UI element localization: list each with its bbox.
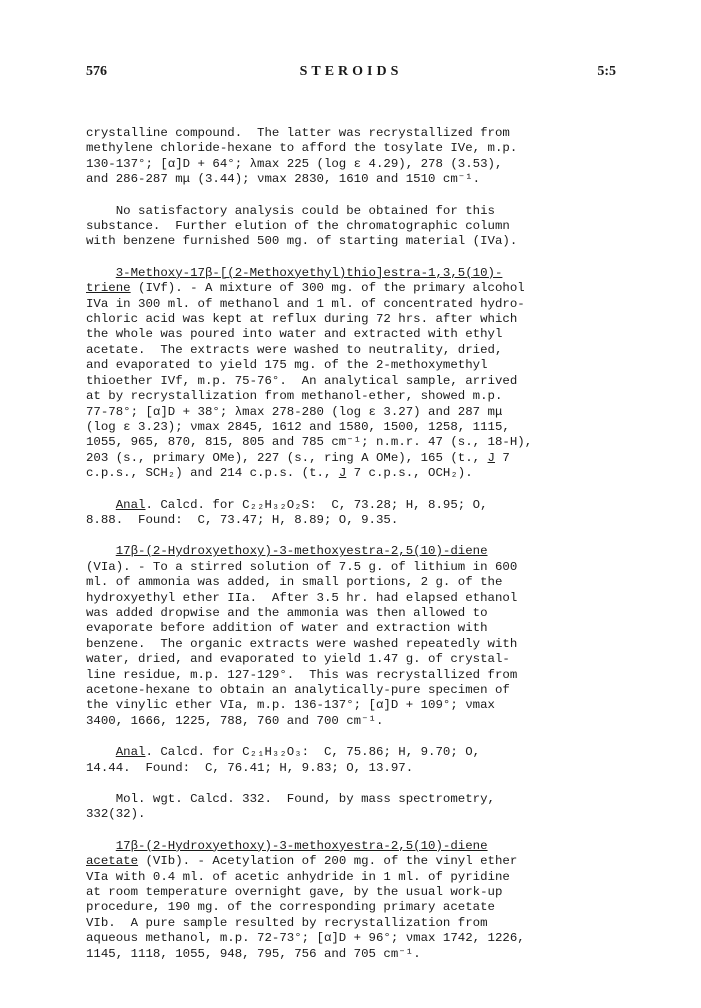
text-line bbox=[86, 683, 616, 698]
text-line bbox=[86, 172, 616, 187]
text-segment: with benzene furnished 500 mg. of starting material (IVa). bbox=[86, 234, 518, 249]
text-line bbox=[86, 266, 616, 281]
text-line bbox=[86, 761, 616, 776]
text-segment: (VIb). - Acetylation of 200 mg. of the vinyl ether bbox=[138, 854, 518, 869]
text-line bbox=[86, 343, 616, 358]
text-segment: and 286-287 mμ (3.44); νmax 2830, 1610 and 1510 cm⁻¹. bbox=[86, 172, 481, 187]
text-segment: procedure, 190 mg. of the corresponding primary acetate bbox=[86, 900, 495, 915]
text-line bbox=[86, 435, 616, 450]
text-line bbox=[86, 807, 616, 822]
text-segment: thioether IVf, m.p. 75-76°. An analytical sample, arrived bbox=[86, 373, 518, 388]
underlined-text: acetate bbox=[86, 854, 139, 869]
text-line bbox=[86, 358, 616, 373]
text-line bbox=[86, 219, 616, 234]
text-line bbox=[86, 405, 616, 420]
text-segment: 203 (s., primary OMe), 227 (s., ring A OMe), 165 (t., bbox=[86, 450, 488, 465]
paragraph bbox=[86, 839, 616, 962]
text-segment: (IVf). - A mixture of 300 mg. of the primary alcohol bbox=[130, 281, 525, 296]
underlined-text: 17β-(2-Hydroxyethoxy)-3-methoxyestra-2,5(10)-diene bbox=[115, 838, 488, 853]
text-line bbox=[86, 854, 616, 869]
text-segment: . Calcd. for C₂₁H₃₂O₃: C, 75.86; H, 9.70; O, bbox=[145, 745, 481, 760]
text-segment: VIb. A pure sample resulted by recrystallization from bbox=[86, 915, 488, 930]
underlined-text: Anal bbox=[115, 497, 146, 512]
text-line bbox=[86, 900, 616, 915]
text-line bbox=[86, 870, 616, 885]
text-line bbox=[86, 389, 616, 404]
text-segment: at room temperature overnight gave, by the usual work-up bbox=[86, 885, 503, 900]
text-line bbox=[86, 204, 616, 219]
underlined-text: J bbox=[487, 450, 495, 465]
text-segment: water, dried, and evaporated to yield 1.47 g. of crystal- bbox=[86, 652, 510, 667]
text-segment bbox=[86, 498, 116, 512]
underlined-text: J bbox=[338, 466, 347, 481]
text-line bbox=[86, 513, 616, 528]
text-segment: . Calcd. for C₂₂H₃₂O₂S: C, 73.28; H, 8.95; O, bbox=[145, 497, 488, 512]
text-segment: 332(32). bbox=[86, 807, 146, 822]
text-segment: ml. of ammonia was added, in small portions, 2 g. of the bbox=[86, 575, 503, 590]
text-segment: methylene chloride-hexane to afford the tosylate IVe, m.p. bbox=[86, 141, 518, 156]
paragraph bbox=[86, 544, 616, 729]
text-segment bbox=[86, 839, 116, 853]
text-line bbox=[86, 591, 616, 606]
text-line bbox=[86, 916, 616, 931]
text-segment: No satisfactory analysis could be obtained for this bbox=[86, 203, 495, 218]
text-line bbox=[86, 126, 616, 141]
text-segment: (VIa). - To a stirred solution of 7.5 g. of lithium in 600 bbox=[86, 559, 518, 574]
text-segment: (log ε 3.23); νmax 2845, 1612 and 1580, 1500, 1258, 1115, bbox=[86, 419, 510, 434]
text-line bbox=[86, 281, 616, 296]
underlined-text: triene bbox=[86, 281, 131, 296]
text-segment: at by recrystallization from methanol-ether, showed m.p. bbox=[86, 389, 503, 404]
journal-title: STEROIDS bbox=[299, 64, 403, 79]
text-segment: Mol. wgt. Calcd. 332. Found, by mass spectrometry, bbox=[86, 792, 495, 807]
text-segment bbox=[86, 745, 116, 759]
text-segment: crystalline compound. The latter was recrystallized from bbox=[86, 126, 510, 140]
underlined-text: Anal bbox=[115, 745, 146, 760]
text-segment: chloric acid was kept at reflux during 72 hrs. after which bbox=[86, 312, 518, 327]
text-segment: 1145, 1118, 1055, 948, 795, 756 and 705 cm⁻¹. bbox=[86, 946, 421, 961]
text-segment: 130-137°; [α]D + 64°; λmax 225 (log ε 4.29), 278 (3.53), bbox=[86, 156, 503, 171]
text-segment: 7 bbox=[494, 450, 510, 465]
article-body bbox=[86, 126, 616, 978]
text-line bbox=[86, 745, 616, 760]
text-line bbox=[86, 947, 616, 962]
text-line bbox=[86, 141, 616, 156]
text-line bbox=[86, 420, 616, 435]
text-segment: acetone-hexane to obtain an analytically-pure specimen of bbox=[86, 683, 510, 697]
text-segment: VIa with 0.4 ml. of acetic anhydride in 1 ml. of pyridine bbox=[86, 869, 510, 884]
text-segment: substance. Further elution of the chromatographic column bbox=[86, 219, 510, 234]
text-line bbox=[86, 792, 616, 807]
text-segment: evaporate before addition of water and extraction with bbox=[86, 621, 488, 636]
text-segment: 1055, 965, 870, 815, 805 and 785 cm⁻¹; n.m.r. 47 (s., 18-H), bbox=[86, 435, 533, 450]
text-segment: 77-78°; [α]D + 38°; λmax 278-280 (log ε 3.27) and 287 mμ bbox=[86, 404, 503, 419]
paragraph bbox=[86, 266, 616, 482]
issue-number: 5:5 bbox=[597, 64, 616, 79]
text-line bbox=[86, 714, 616, 729]
page-header bbox=[86, 64, 616, 84]
text-segment: 3400, 1666, 1225, 788, 760 and 700 cm⁻¹. bbox=[86, 713, 384, 728]
text-line bbox=[86, 157, 616, 172]
text-segment: 14.44. Found: C, 76.41; H, 9.83; O, 13.97. bbox=[86, 760, 414, 775]
text-line bbox=[86, 374, 616, 389]
text-line bbox=[86, 575, 616, 590]
text-line bbox=[86, 637, 616, 652]
text-line bbox=[86, 698, 616, 713]
text-segment: c.p.s., SCH₂) and 214 c.p.s. (t., bbox=[86, 466, 339, 481]
text-line bbox=[86, 544, 616, 559]
text-segment: 7 c.p.s., OCH₂). bbox=[346, 466, 473, 481]
text-line bbox=[86, 312, 616, 327]
text-line bbox=[86, 451, 616, 466]
text-segment: hydroxyethyl ether IIa. After 3.5 hr. had elapsed ethanol bbox=[86, 590, 518, 605]
text-segment: and evaporated to yield 175 mg. of the 2-methoxymethyl bbox=[86, 358, 488, 373]
text-line bbox=[86, 498, 616, 513]
paragraph bbox=[86, 498, 616, 529]
text-line bbox=[86, 652, 616, 667]
paragraph bbox=[86, 204, 616, 250]
paragraph bbox=[86, 745, 616, 776]
underlined-text: 3-Methoxy-17β-[(2-Methoxyethyl)thio]estra-1,3,5(10)- bbox=[115, 265, 503, 280]
text-line bbox=[86, 466, 616, 481]
underlined-text: 17β-(2-Hydroxyethoxy)-3-methoxyestra-2,5(10)-diene bbox=[115, 544, 488, 559]
text-segment: aqueous methanol, m.p. 72-73°; [α]D + 96°; νmax 1742, 1226, bbox=[86, 931, 525, 946]
text-line bbox=[86, 297, 616, 312]
text-segment: was added dropwise and the ammonia was then allowed to bbox=[86, 605, 488, 620]
text-segment: IVa in 300 ml. of methanol and 1 ml. of concentrated hydro- bbox=[86, 296, 525, 311]
text-line bbox=[86, 931, 616, 946]
text-segment: the whole was poured into water and extracted with ethyl bbox=[86, 327, 503, 342]
text-line bbox=[86, 668, 616, 683]
paragraph bbox=[86, 792, 616, 823]
text-line bbox=[86, 327, 616, 342]
text-line bbox=[86, 621, 616, 636]
text-segment: line residue, m.p. 127-129°. This was recrystallized from bbox=[86, 667, 518, 682]
text-segment: the vinylic ether VIa, m.p. 136-137°; [α]D + 109°; νmax bbox=[86, 698, 495, 713]
paragraph bbox=[86, 126, 616, 188]
text-segment bbox=[86, 544, 116, 558]
text-segment bbox=[86, 266, 116, 280]
text-line bbox=[86, 839, 616, 854]
text-line bbox=[86, 560, 616, 575]
text-segment: acetate. The extracts were washed to neutrality, dried, bbox=[86, 342, 503, 357]
text-segment: benzene. The organic extracts were washed repeatedly with bbox=[86, 636, 518, 651]
text-line bbox=[86, 885, 616, 900]
page-number: 576 bbox=[86, 64, 107, 79]
text-line bbox=[86, 234, 616, 249]
text-segment: 8.88. Found: C, 73.47; H, 8.89; O, 9.35. bbox=[86, 512, 399, 527]
text-line bbox=[86, 606, 616, 621]
